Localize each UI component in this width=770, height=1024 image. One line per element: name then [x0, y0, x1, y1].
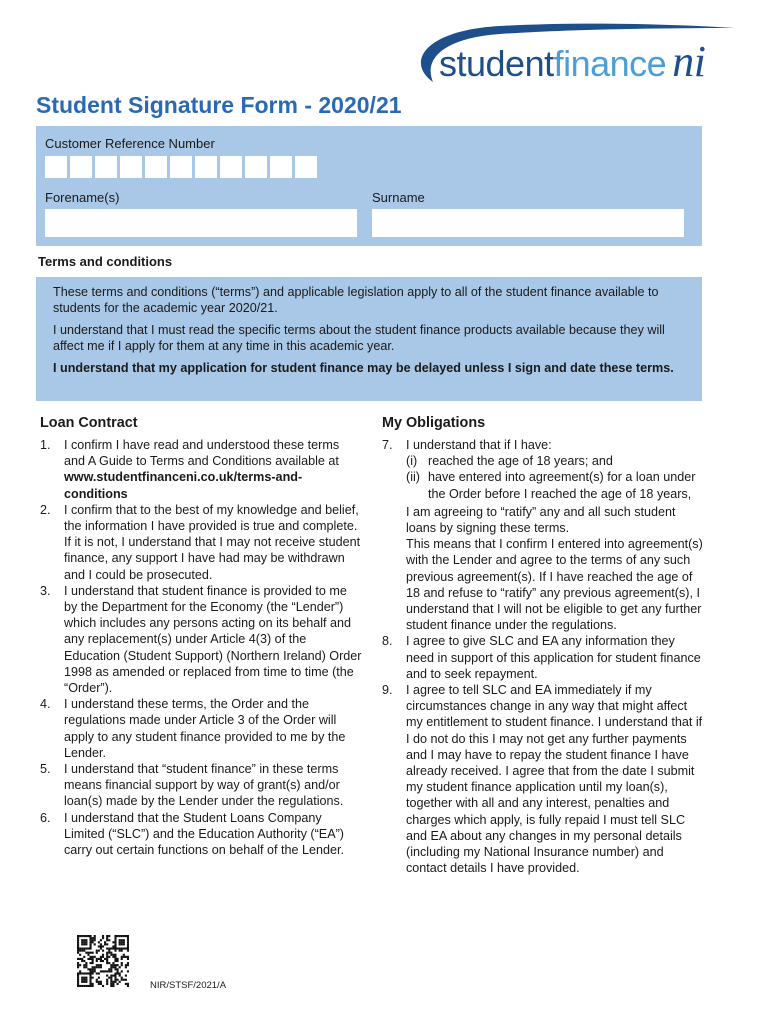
logo-word-finance: finance [553, 43, 667, 84]
list-item-text: I understand that “student finance” in these terms means financial support by way of grant(s) and/or loan(s) made by the Lender under the regulations. [64, 762, 344, 809]
forename-label: Forename(s) [45, 190, 120, 205]
list-item-text: I confirm that to the best of my knowledge and belief, the information I have provided is true and complete. If it is not, I understand that I may not receive student finance, any support I have had may be withdrawn and I could be prosecuted. [64, 502, 361, 582]
item7-paragraph-1: I am agreeing to “ratify” any and all such student loans by signing these terms. [406, 504, 676, 536]
sub-item [406, 469, 706, 501]
personal-details-panel [36, 126, 702, 246]
loan-contract-section [40, 414, 362, 858]
crn-digit-box[interactable] [170, 156, 192, 178]
crn-digit-box[interactable] [95, 156, 117, 178]
form-code: NIR/STSF/2021/A [150, 980, 227, 991]
list-item [40, 437, 362, 502]
list-item-number: 9. [382, 683, 393, 698]
crn-digit-box[interactable] [45, 156, 67, 178]
crn-label: Customer Reference Number [45, 136, 215, 151]
list-item-text: I understand that student finance is provided to me by the Department for the Economy (the “Lender”) which includes any persons acting on its behalf and any replacement(s) under Article 4(3) of the Education (Student Support) (Northern Ireland) Order 1998 as amended or replaced from time to time (the “Order”). [64, 583, 362, 696]
crn-digit-box[interactable] [245, 156, 267, 178]
list-item-text: I agree to tell SLC and EA immediately if my circumstances change in any way that might affect my entitlement to student finance. I understand that if I do not do this I may not get any further payments and I may have to repay the student finance I have already received. I agree that from the date I submit my student finance application until my loan(s), together with all and any interest, penalties and charges which apply, is fully repaid I must tell SLC and EA about any changes in my personal details (including my National Insurance number) and contact details I have provided. [406, 683, 703, 876]
list-item-number: 3. [40, 583, 51, 598]
list-item-text [406, 437, 706, 633]
terms-paragraph-2: I understand that I must read the specific terms about the student finance products available because they will affect me if I apply for them at any time in this academic year. [53, 323, 665, 353]
forename-field[interactable] [45, 209, 357, 237]
list-item [382, 633, 706, 682]
logo-word-ni: ni [672, 37, 706, 86]
surname-field[interactable] [372, 209, 684, 237]
crn-digit-box[interactable] [295, 156, 317, 178]
list-item-number: 6. [40, 810, 51, 825]
loan-contract-list [40, 437, 362, 858]
sub-item-number: (ii) [406, 470, 420, 485]
list-item-number: 8. [382, 634, 393, 649]
loan-contract-heading: Loan Contract [40, 415, 138, 431]
crn-digit-box[interactable] [120, 156, 142, 178]
obligations-list [382, 437, 706, 876]
obligations-section [382, 414, 706, 876]
list-item [40, 696, 362, 761]
item7-intro: I understand that if I have: [406, 438, 552, 452]
crn-digit-box[interactable] [145, 156, 167, 178]
list-item-text: I understand that the Student Loans Company Limited (“SLC”) and the Education Authority (“EA”) carry out certain functions on behalf of the Lender. [64, 810, 345, 858]
terms-paragraph-3: I understand that my application for student finance may be delayed unless I sign and date these terms. [53, 361, 674, 375]
list-item-number: 7. [382, 438, 393, 452]
obligations-heading: My Obligations [382, 415, 486, 431]
logo-wordmark [439, 36, 705, 87]
crn-digit-box[interactable] [220, 156, 242, 178]
surname-label: Surname [372, 190, 425, 205]
list-item-body: I confirm I have read and understood these terms and A Guide to Terms and Conditions available at [64, 438, 340, 469]
terms-heading: Terms and conditions [38, 254, 173, 269]
list-item-text [64, 437, 362, 502]
qr-code-icon [77, 935, 129, 987]
list-item-number: 2. [40, 502, 51, 517]
list-item [382, 682, 706, 876]
list-item-text: I understand these terms, the Order and the regulations made under Article 3 of the Order will apply to any student finance provided to me by the Lender. [64, 697, 346, 760]
sub-item-text: have entered into agreement(s) for a loan under the Order before I reached the age of 18 years, [428, 470, 696, 501]
list-item-number: 5. [40, 762, 51, 777]
sub-item-number: (i) [406, 454, 418, 469]
list-item-text: I agree to give SLC and EA any information they need in support of this application for student finance and to seek repayment. [406, 634, 701, 681]
sub-item-text: reached the age of 18 years; and [428, 454, 613, 469]
crn-digit-box[interactable] [195, 156, 217, 178]
terms-url-link[interactable]: www.studentfinanceni.co.uk/terms-and-conditions [64, 470, 303, 501]
list-item [382, 437, 706, 633]
list-item [40, 583, 362, 696]
list-item [40, 810, 362, 859]
crn-digit-box[interactable] [70, 156, 92, 178]
list-item-number: 4. [40, 697, 51, 712]
list-item [40, 502, 362, 583]
page-title: Student Signature Form - 2020/21 [36, 92, 402, 118]
sub-item [406, 453, 706, 469]
studentfinanceni-logo [405, 22, 745, 92]
crn-input-group [45, 156, 317, 178]
list-item-number: 1. [40, 438, 51, 452]
terms-panel [36, 277, 702, 401]
crn-digit-box[interactable] [270, 156, 292, 178]
item7-paragraph-2: This means that I confirm I entered into agreement(s) with the Lender and agree to the terms of any such previous agreement(s). If I have reached the age of 18 and refuse to “ratify” any previous agreement(s), I understand that I will not be eligible to get any further student finance under the regulations. [406, 537, 703, 633]
qr-code-graphic [77, 935, 129, 987]
list-item [40, 761, 362, 810]
terms-paragraph-1: These terms and conditions (“terms”) and applicable legislation apply to all of the student finance available to students for the academic year 2020/21. [53, 285, 659, 315]
logo-word-student: student [439, 43, 554, 84]
